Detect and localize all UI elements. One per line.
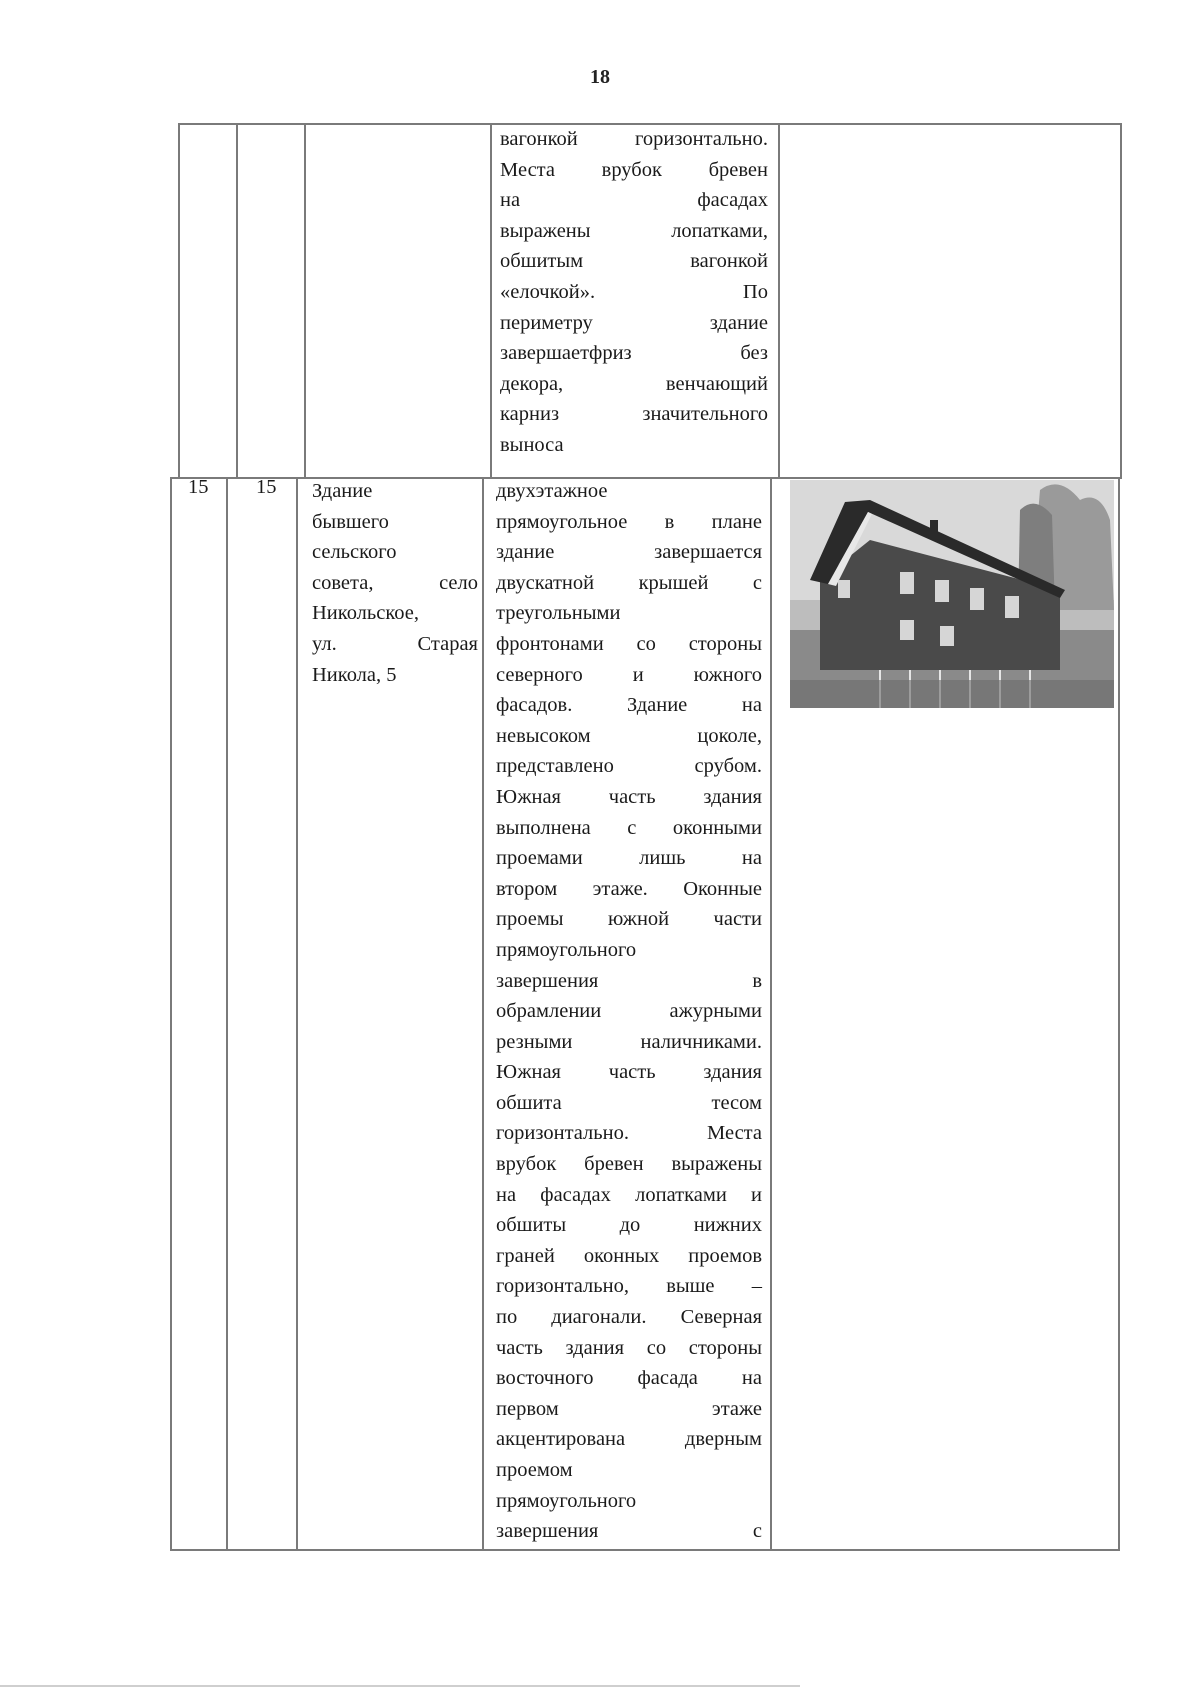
text-line: Здание bbox=[312, 480, 373, 502]
text-line: Никольское, bbox=[312, 602, 419, 625]
text-line: восточного фасада на bbox=[496, 1367, 762, 1390]
text-line: часть здания со стороны bbox=[496, 1336, 762, 1359]
column-divider bbox=[770, 479, 772, 1549]
text-line: ул. Старая bbox=[312, 632, 478, 655]
text-line: обшитым вагонкой bbox=[500, 250, 768, 273]
scan-edge-line bbox=[0, 1685, 800, 1687]
text-line: Южная часть здания bbox=[496, 1061, 762, 1084]
text-line: на фасадах лопатками и bbox=[496, 1183, 762, 1206]
text-line: проемом bbox=[496, 1459, 573, 1481]
text-line: невысоком цоколе, bbox=[496, 724, 762, 747]
text-line: проемами лишь на bbox=[496, 847, 762, 870]
column-divider bbox=[236, 125, 238, 477]
text-line: двухэтажное bbox=[496, 480, 608, 502]
continued-description bbox=[500, 124, 768, 461]
text-line: акцентирована дверным bbox=[496, 1428, 762, 1451]
text-line: прямоугольное в плане bbox=[496, 510, 762, 533]
row-index: 15 bbox=[188, 476, 209, 498]
text-line: совета, село bbox=[312, 571, 478, 594]
object-name bbox=[312, 476, 478, 690]
text-line: фасадов. Здание на bbox=[496, 694, 762, 717]
text-line: горизонтально, выше – bbox=[496, 1275, 762, 1298]
text-line: выноса bbox=[500, 433, 564, 456]
text-line: северного и южного bbox=[496, 663, 762, 686]
text-line: прямоугольного bbox=[496, 1489, 637, 1512]
text-line: граней оконных проемов bbox=[496, 1244, 762, 1267]
text-line: фронтонами со стороны bbox=[496, 632, 762, 655]
text-line: периметру здание bbox=[500, 311, 768, 334]
text-line: декора, венчающий bbox=[500, 372, 768, 395]
text-line: завершаетфриз без bbox=[500, 342, 768, 365]
object-number: 15 bbox=[256, 476, 277, 498]
text-line: завершения с bbox=[496, 1520, 762, 1543]
text-line: Никола, 5 bbox=[312, 663, 397, 686]
text-line: вагонкой горизонтально. bbox=[500, 128, 768, 150]
page-number: 18 bbox=[590, 66, 610, 88]
text-line: обрамлении ажурными bbox=[496, 1000, 762, 1023]
text-line: завершения в bbox=[496, 969, 762, 992]
column-divider bbox=[226, 479, 228, 1549]
text-line: выполнена с оконными bbox=[496, 816, 762, 839]
text-line: Места врубок бревен bbox=[500, 158, 768, 181]
text-line: на фасадах bbox=[500, 189, 768, 212]
text-line: бывшего bbox=[312, 510, 389, 533]
text-line: представлено срубом. bbox=[496, 755, 762, 778]
column-divider bbox=[304, 125, 306, 477]
object-description bbox=[496, 476, 762, 1547]
text-line: прямоугольного bbox=[496, 938, 637, 961]
text-line: врубок бревен выражены bbox=[496, 1153, 762, 1176]
text-line: первом этаже bbox=[496, 1397, 762, 1420]
building-photo-icon bbox=[790, 480, 1114, 708]
text-line: обшиты до нижних bbox=[496, 1214, 762, 1237]
text-line: втором этаже. Оконные bbox=[496, 877, 762, 900]
text-line: треугольными bbox=[496, 602, 621, 625]
text-line: по диагонали. Северная bbox=[496, 1306, 762, 1329]
column-divider bbox=[296, 479, 298, 1549]
text-line: обшита тесом bbox=[496, 1091, 762, 1114]
text-line: проемы южной части bbox=[496, 908, 762, 931]
text-line: Южная часть здания bbox=[496, 785, 762, 808]
column-divider bbox=[482, 479, 484, 1549]
text-line: сельского bbox=[312, 541, 397, 564]
text-line: «елочкой». По bbox=[500, 280, 768, 303]
text-line: двускатной крышей с bbox=[496, 571, 762, 594]
text-line: выражены лопатками, bbox=[500, 219, 768, 242]
text-line: резными наличниками. bbox=[496, 1030, 762, 1053]
column-divider bbox=[490, 125, 492, 477]
column-divider bbox=[778, 125, 780, 477]
text-line: здание завершается bbox=[496, 541, 762, 564]
text-line: горизонтально. Места bbox=[496, 1122, 762, 1145]
text-line: карниз значительного bbox=[500, 403, 768, 426]
